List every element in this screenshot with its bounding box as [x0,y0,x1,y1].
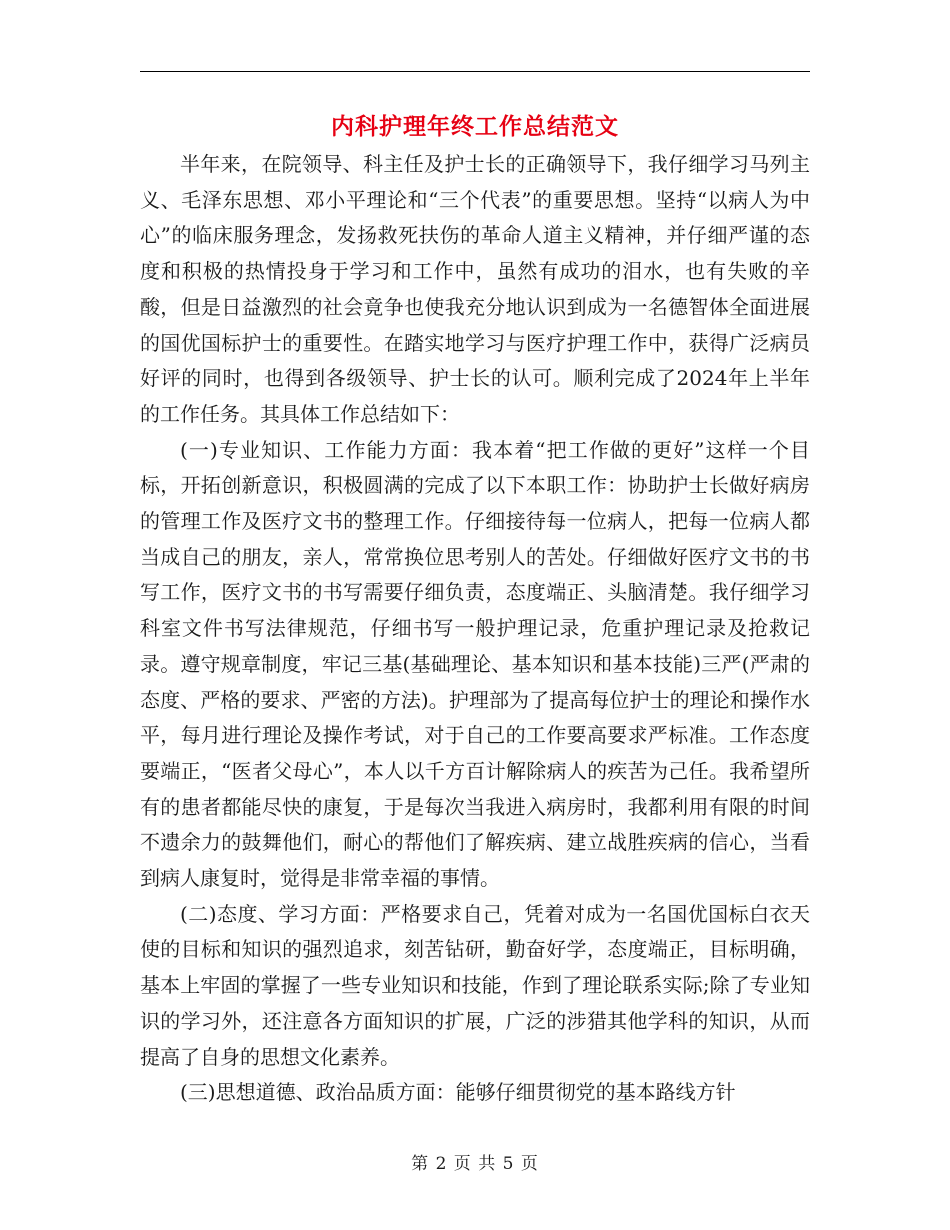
paragraph-intro: 半年来，在院领导、科主任及护士长的正确领导下，我仔细学习马列主义、毛泽东思想、邓小平理论和“三个代表”的重要思想。坚持“以病人为中心”的临床服务理念，发扬救死扶伤的革命人道主义精神，并仔细严谨的态度和积极的热情投身于学习和工作中，虽然有成功的泪水，也有失败的辛酸，但是日益激烈的社会竟争也使我充分地认识到成为一名德智体全面进展的国优国标护士的重要性。在踏实地学习与医疗护理工作中，获得广泛病员好评的同时，也得到各级领导、护士长的认可。顺利完成了2024年上半年的工作任务。其具体工作总结如下： [140,152,810,426]
page-number-footer: 第 2 页 共 5 页 [411,1154,539,1174]
paragraph-section-1: (一)专业知识、工作能力方面：我本着“把工作做的更好”这样一个目标，开拓创新意识，积极圆满的完成了以下本职工作：协助护士长做好病房的管理工作及医疗文书的整理工作。仔细接待每一位病人，把每一位病人都当成自己的朋友，亲人，常常换位思考别人的苦处。仔细做好医疗文书的书写工作，医疗文书的书写需要仔细负责，态度端正、头脑清楚。我仔细学习科室文件书写法律规范，仔细书写一般护理记录，危重护理记录及抢救记录。遵守规章制度，牢记三基(基础理论、基本知识和基本技能)三严(严肃的态度、严格的要求、严密的方法)。护理部为了提高每位护士的理论和操作水平，每月进行理论及操作考试，对于自己的工作要高要求严标准。工作态度要端正，“医者父母心”，本人以千方百计解除病人的疾苦为己任。我希望所有的患者都能尽快的康复，于是每次当我进入病房时，我都利用有限的时间不遗余力的鼓舞他们，耐心的帮他们了解疾病、建立战胜疾病的信心，当看到病人康复时，觉得是非常幸福的事情。 [140,437,810,891]
header-rule [140,71,810,72]
document-title: 内科护理年终工作总结范文 [331,113,619,140]
paragraph-section-3: (三)思想道德、政治品质方面：能够仔细贯彻党的基本路线方针 [180,1080,736,1105]
document-body [140,147,810,1111]
paragraph-section-2: (二)态度、学习方面：严格要求自己，凭着对成为一名国优国标白衣天使的目标和知识的强烈追求，刻苦钻研，勤奋好学，态度端正，目标明确，基本上牢固的掌握了一些专业知识和技能，作到了理论联系实际;除了专业知识的学习外，还注意各方面知识的扩展，广泛的涉猎其他学科的知识，从而提高了自身的思想文化素养。 [140,901,810,1069]
